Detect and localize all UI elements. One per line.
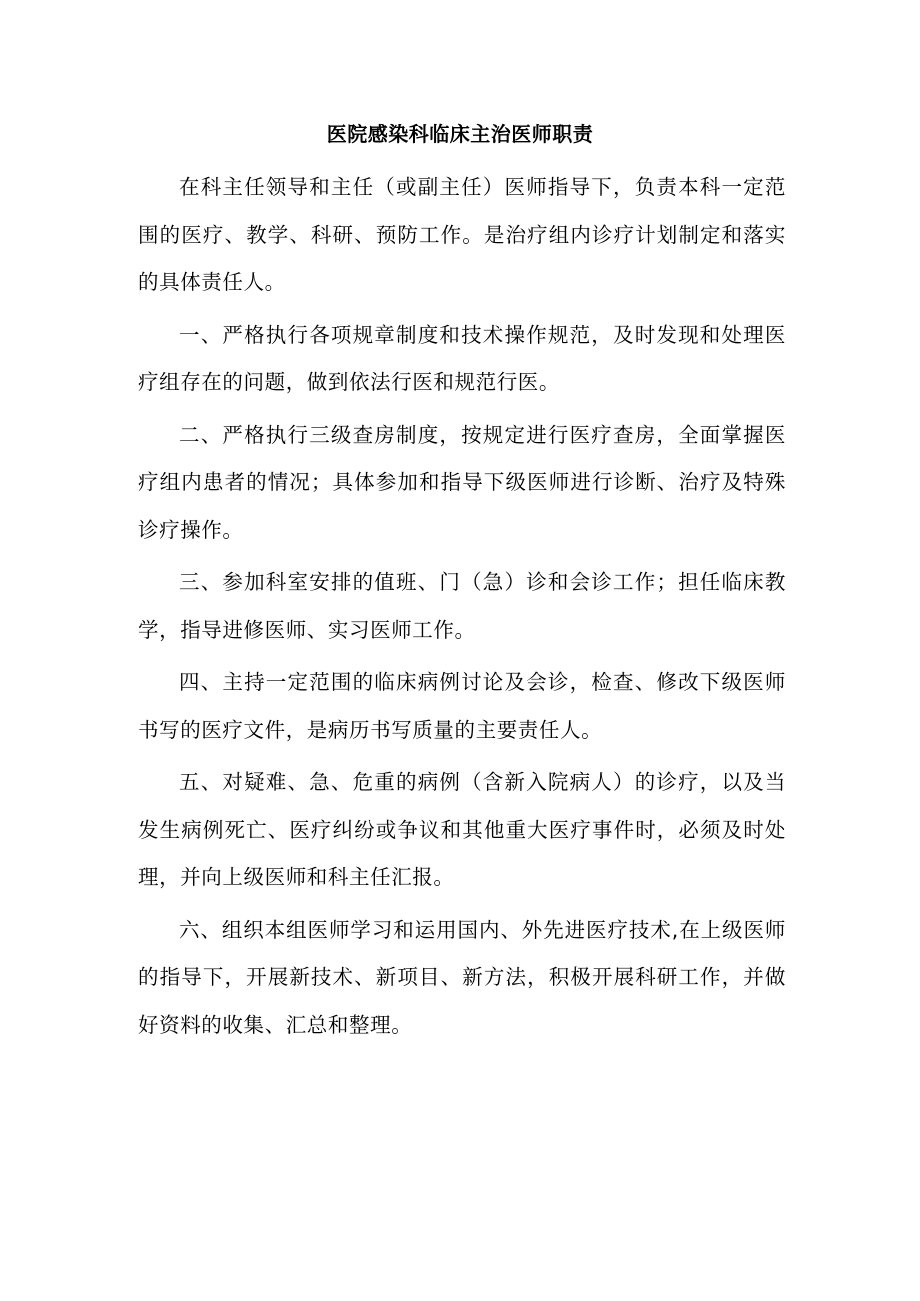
duty-item-1: 一、严格执行各项规章制度和技术操作规范，及时发现和处理医疗组存在的问题，做到依法行医和规范行医。 (138, 322, 786, 394)
document-body (138, 164, 786, 1054)
duty-item-4: 四、主持一定范围的临床病例讨论及会诊，检查、修改下级医师书写的医疗文件，是病历书写质量的主要责任人。 (138, 670, 786, 742)
duty-item-6: 六、组织本组医师学习和运用国内、外先进医疗技术,在上级医师的指导下，开展新技术、新项目、新方法，积极开展科研工作，并做好资料的收集、汇总和整理。 (138, 917, 786, 1037)
document-title: 医院感染科临床主治医师职责 (326, 122, 594, 146)
duty-item-2: 二、严格执行三级查房制度，按规定进行医疗查房，全面掌握医疗组内患者的情况；具体参加和指导下级医师进行诊断、治疗及特殊诊疗操作。 (138, 422, 786, 542)
intro-paragraph: 在科主任领导和主任（或副主任）医师指导下，负责本科一定范围的医疗、教学、科研、预防工作。是治疗组内诊疗计划制定和落实的具体责任人。 (138, 175, 786, 294)
duty-item-5: 五、对疑难、急、危重的病例（含新入院病人）的诊疗，以及当发生病例死亡、医疗纠纷或争议和其他重大医疗事件时，必须及时处理，并向上级医师和科主任汇报。 (138, 770, 786, 889)
duty-item-3: 三、参加科室安排的值班、门（急）诊和会诊工作；担任临床教学，指导进修医师、实习医师工作。 (138, 570, 786, 642)
